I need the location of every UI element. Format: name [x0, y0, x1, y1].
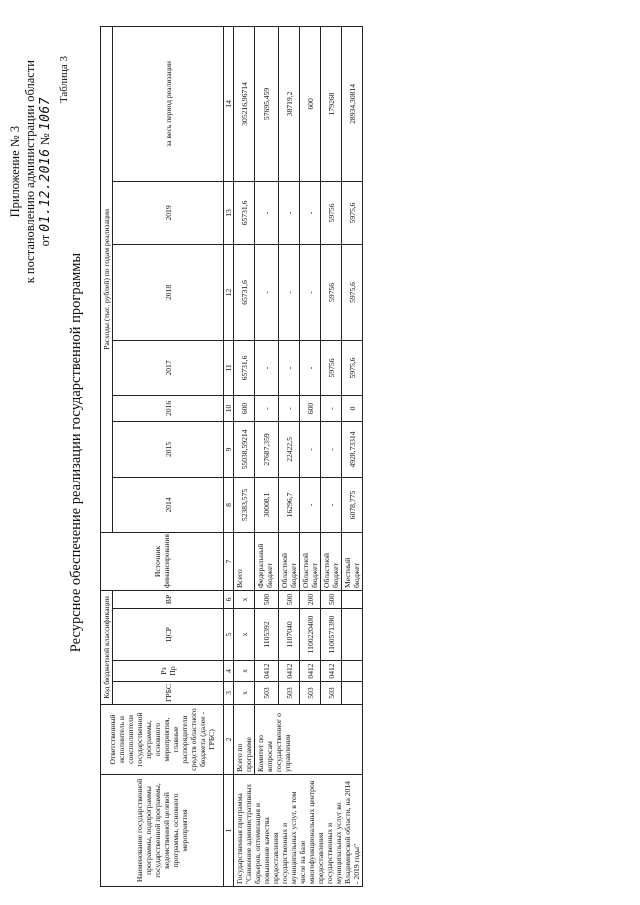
- grbs-cell: 503: [321, 682, 342, 705]
- column-number: 4: [224, 661, 234, 682]
- header-name: Наименование государственной программы, подпрограммы государственной программы, ведомственной целевой программы, основного мероприятия: [101, 775, 224, 887]
- value-cell: -: [255, 181, 279, 244]
- header-csr: ЦСР: [113, 609, 224, 661]
- value-cell: -: [321, 477, 342, 532]
- header-source: Источник финансирования: [101, 532, 224, 590]
- column-number: 12: [224, 244, 234, 340]
- rzpr-cell: [342, 661, 363, 682]
- column-number: 11: [224, 340, 234, 395]
- header-total-period: за весь период реализации: [113, 26, 224, 181]
- value-cell: 22422,5: [279, 421, 300, 477]
- value-cell: 5975,6: [342, 340, 363, 395]
- csr-cell: 1100571390: [321, 609, 342, 661]
- header-rzpr: Рз Пр: [113, 661, 224, 682]
- source-cell: Областной бюджет: [300, 532, 321, 590]
- value-cell: 57695,459: [255, 26, 279, 181]
- csr-cell: 1107040: [279, 609, 300, 661]
- csr-cell: x: [234, 609, 255, 661]
- value-cell: 179268: [321, 26, 342, 181]
- appendix-prefix: от: [38, 234, 52, 247]
- header-year: 2015: [113, 421, 224, 477]
- value-cell: -: [279, 395, 300, 421]
- vr-cell: x: [234, 590, 255, 608]
- value-cell: 16296,7: [279, 477, 300, 532]
- appendix-title: Приложение № 3: [8, 125, 22, 218]
- value-cell: -: [255, 340, 279, 395]
- csr-cell: 1100220400: [300, 609, 321, 661]
- appendix-block: [8, 60, 53, 283]
- vr-cell: [342, 590, 363, 608]
- appendix-subtitle: к постановлению администрации области: [23, 60, 37, 284]
- grbs-cell: x: [234, 682, 255, 705]
- value-cell: -: [300, 477, 321, 532]
- header-responsible: Ответственный исполнитель и соисполнители государственной программы, основного мероприятия, главные распорядители средств областного бюджета (далее - ГРБС): [101, 705, 224, 775]
- table-row: [234, 26, 255, 886]
- column-number-row: [224, 26, 234, 886]
- table-body: [234, 26, 363, 886]
- value-cell: -: [255, 244, 279, 340]
- header-vr: ВР: [113, 590, 224, 608]
- appendix-number-sign: №: [38, 133, 52, 146]
- header-expenses: Расходы (тыс. рублей) по годам реализации: [101, 26, 113, 532]
- column-number: 7: [224, 532, 234, 590]
- value-cell: 5975,6: [342, 181, 363, 244]
- value-cell: 28934,30814: [342, 26, 363, 181]
- value-cell: -: [279, 181, 300, 244]
- grbs-cell: [342, 682, 363, 705]
- column-number: 6: [224, 590, 234, 608]
- value-cell: 38719,2: [279, 26, 300, 181]
- value-cell: -: [321, 421, 342, 477]
- appendix-date: 01.12.2016: [38, 148, 53, 232]
- value-cell: 65731,6: [234, 340, 255, 395]
- vr-cell: 500: [321, 590, 342, 608]
- value-cell: -: [300, 244, 321, 340]
- value-cell: 5975,6: [342, 244, 363, 340]
- header-budget-code: Код бюджетной классификации: [101, 590, 113, 704]
- value-cell: -: [255, 395, 279, 421]
- value-cell: 65731,6: [234, 181, 255, 244]
- rzpr-cell: 0412: [255, 661, 279, 682]
- csr-cell: [342, 609, 363, 661]
- responsible-cell: Всего по программе: [234, 705, 255, 775]
- value-cell: 600: [300, 395, 321, 421]
- value-cell: 27687,359: [255, 421, 279, 477]
- value-cell: 30008,1: [255, 477, 279, 532]
- rzpr-cell: x: [234, 661, 255, 682]
- value-cell: 59756: [321, 181, 342, 244]
- source-cell: Областной бюджет: [321, 532, 342, 590]
- column-number: 3: [224, 682, 234, 705]
- value-cell: -: [300, 340, 321, 395]
- table-label: Таблица 3: [58, 56, 70, 104]
- value-cell: -: [300, 181, 321, 244]
- grbs-cell: 503: [255, 682, 279, 705]
- value-cell: 305216,96714: [234, 26, 255, 181]
- grbs-cell: 503: [300, 682, 321, 705]
- appendix-date-line: [38, 60, 53, 283]
- value-cell: 4928,73314: [342, 421, 363, 477]
- resource-table: [100, 26, 363, 887]
- header-year: 2016: [113, 395, 224, 421]
- value-cell: -: [321, 395, 342, 421]
- value-cell: -: [279, 340, 300, 395]
- header-year: 2019: [113, 181, 224, 244]
- vr-cell: 500: [279, 590, 300, 608]
- vr-cell: 500: [255, 590, 279, 608]
- column-number: 14: [224, 26, 234, 181]
- column-number: 1: [224, 775, 234, 887]
- column-number: 8: [224, 477, 234, 532]
- csr-cell: 1105392: [255, 609, 279, 661]
- source-cell: Федеральный бюджет: [255, 532, 279, 590]
- rzpr-cell: 0412: [279, 661, 300, 682]
- value-cell: 600: [300, 26, 321, 181]
- value-cell: 59756: [321, 340, 342, 395]
- program-name-cell: Государственная программа "Снижение административных барьеров, оптимизация и повышение качества предоставления государственных и муниципальных услуг, в том числе на базе многофункциональных центров предоставления государственных и муниципальных услуг во Владимирской области, на 2014 - 2019 годы": [234, 775, 363, 887]
- header-year: 2014: [113, 477, 224, 532]
- value-cell: -: [300, 421, 321, 477]
- value-cell: 0: [342, 395, 363, 421]
- value-cell: -: [279, 244, 300, 340]
- rzpr-cell: 0412: [321, 661, 342, 682]
- document-title: Ресурсное обеспечение реализации государственной программы: [68, 252, 84, 653]
- source-cell: Всего: [234, 532, 255, 590]
- source-cell: Областной бюджет: [279, 532, 300, 590]
- value-cell: 55038,59214: [234, 421, 255, 477]
- responsible-cell: Комитет по вопросам государственног о управления: [255, 705, 363, 775]
- column-number: 5: [224, 609, 234, 661]
- value-cell: 59756: [321, 244, 342, 340]
- appendix-number: 1067: [38, 96, 53, 131]
- column-number: 9: [224, 421, 234, 477]
- header-grbs: ГРБС: [113, 682, 224, 705]
- header-year: 2018: [113, 244, 224, 340]
- header-year: 2017: [113, 340, 224, 395]
- grbs-cell: 503: [279, 682, 300, 705]
- table-row: [255, 26, 279, 886]
- rzpr-cell: 0412: [300, 661, 321, 682]
- column-number: 13: [224, 181, 234, 244]
- value-cell: 65731,6: [234, 244, 255, 340]
- column-number: 10: [224, 395, 234, 421]
- value-cell: 52383,575: [234, 477, 255, 532]
- value-cell: 600: [234, 395, 255, 421]
- column-number: 2: [224, 705, 234, 775]
- source-cell: Местный бюджет: [342, 532, 363, 590]
- vr-cell: 200: [300, 590, 321, 608]
- value-cell: 6078,775: [342, 477, 363, 532]
